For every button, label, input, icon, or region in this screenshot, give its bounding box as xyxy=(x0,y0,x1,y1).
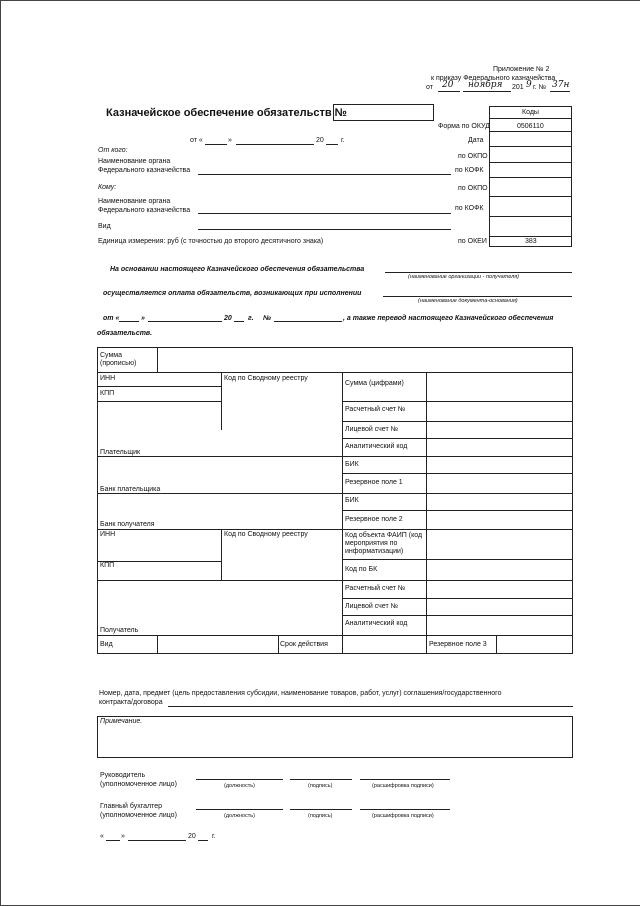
codes-header: Коды xyxy=(522,109,539,116)
recipient-label: Получатель xyxy=(100,627,139,634)
chief-signature: (подпись) xyxy=(308,813,333,819)
okei-value: 383 xyxy=(525,238,537,245)
main-table xyxy=(97,347,573,654)
kind-line[interactable] xyxy=(198,229,451,230)
footer-date-open: « xyxy=(100,833,104,840)
footer-date-g: г. xyxy=(212,833,216,840)
bik2-label: БИК xyxy=(345,497,359,504)
to-whom-label: Кому: xyxy=(98,184,117,191)
order-year-suffix: 9 xyxy=(526,80,532,90)
reserve1-label: Резервное поле 1 xyxy=(345,479,403,486)
org1-line[interactable] xyxy=(198,174,451,175)
head-position-line[interactable] xyxy=(196,779,283,780)
date-year: 20 xyxy=(316,137,324,144)
okei-label: по ОКЕИ xyxy=(458,238,487,245)
personal-account2-label: Лицевой счет № xyxy=(345,603,399,610)
analytic-code2-label: Аналитический код xyxy=(345,620,408,627)
bk-code-label: Код по БК xyxy=(345,566,378,573)
account2-label: Расчетный счет № xyxy=(345,585,406,592)
basis-tail: , а также перевод настоящего Казначейского обеспечения xyxy=(343,315,554,322)
order-day-line xyxy=(438,91,460,92)
org2-line[interactable] xyxy=(198,213,451,214)
head-signature-line[interactable] xyxy=(290,779,352,780)
order-number: 37н xyxy=(552,80,570,90)
org1-label-b: Федерального казначейства xyxy=(98,167,191,174)
order-year-prefix: 201 xyxy=(512,84,524,91)
okud-value: 0506110 xyxy=(517,123,544,130)
order-day: 20 xyxy=(442,80,454,90)
personal-account-label: Лицевой счет № xyxy=(345,426,399,433)
reserve3-label: Резервное поле 3 xyxy=(429,641,487,648)
recipient-bank-label: Банк получателя xyxy=(100,521,155,528)
chief-decode-line[interactable] xyxy=(360,809,450,810)
order-number-line xyxy=(550,91,570,92)
chief-decode: (расшифровка подписи) xyxy=(372,813,434,819)
basis-note1: (наименование организации - получателя) xyxy=(408,274,519,280)
kind2-label: Вид xyxy=(100,641,113,648)
svod-reestr-label: Код по Сводному реестру xyxy=(224,375,308,382)
appendix-label: Приложение № 2 xyxy=(493,66,550,73)
sum-words-label: Сумма (прописью) xyxy=(100,352,137,367)
chief-position-line[interactable] xyxy=(196,809,283,810)
date-close: » xyxy=(228,137,232,144)
svod-reestr2-label: Код по Сводному реестру xyxy=(224,531,308,538)
basis-recipient-line[interactable] xyxy=(385,272,572,273)
basis-year-g: г. xyxy=(248,315,254,322)
basis-line2: осуществляется оплата обязательств, возникающих при исполнении xyxy=(103,290,362,297)
form-number-box[interactable] xyxy=(333,104,434,121)
contract-text-1: Номер, дата, предмет (цель предоставления субсидии, наименование товаров, работ, услуг) соглашения/государственного xyxy=(99,690,502,697)
analytic-code-label: Аналитический код xyxy=(345,443,408,450)
from-whom-label: От кого: xyxy=(98,147,128,154)
order-month-line xyxy=(463,91,511,92)
okud-label: Форма по ОКУД xyxy=(438,123,490,130)
order-year-label: г. № xyxy=(533,84,547,91)
basis-close: » xyxy=(141,315,145,322)
validity-label: Срок действия xyxy=(280,641,328,648)
inn-label: ИНН xyxy=(100,375,116,382)
payer-bank-label: Банк плательщика xyxy=(100,486,161,493)
okpo2-label: по ОКПО xyxy=(458,185,488,192)
basis-note2: (наименование документа-основания) xyxy=(418,298,518,304)
org2-label-a: Наименование органа xyxy=(98,198,171,205)
footer-date-close: » xyxy=(121,833,125,840)
chief-position: (должность) xyxy=(224,813,255,819)
order-month: ноября xyxy=(468,80,503,90)
unit-label: Единица измерения: руб (с точностью до второго десятичного знака) xyxy=(98,238,324,245)
note-box[interactable] xyxy=(97,716,573,758)
basis-doc-line[interactable] xyxy=(383,296,572,297)
contract-line[interactable] xyxy=(168,706,573,707)
kofk1-label: по КОФК xyxy=(455,167,484,174)
date-from: от « xyxy=(190,137,203,144)
chief-signature-line[interactable] xyxy=(290,809,352,810)
okpo1-label: по ОКПО xyxy=(458,153,488,160)
note-label: Примечание. xyxy=(100,718,143,725)
order-from: от xyxy=(426,84,433,91)
head-signature: (подпись) xyxy=(308,783,333,789)
head-position: (должность) xyxy=(224,783,255,789)
kpp-label: КПП xyxy=(100,390,115,397)
chief-acc-label-2: (уполномоченное лицо) xyxy=(100,812,177,819)
faip-label: Код объекта ФАИП (код мероприятия по информатизации) xyxy=(345,532,423,555)
basis-from: от « xyxy=(103,315,120,322)
inn2-label: ИНН xyxy=(100,531,116,538)
date-code-label: Дата xyxy=(468,137,484,144)
kpp2-label: КПП xyxy=(100,562,115,569)
date-year-suffix: г. xyxy=(341,137,345,144)
head-label-1: Руководитель xyxy=(100,772,146,779)
basis-line1: На основании настоящего Казначейского обеспечения обязательства xyxy=(110,266,365,273)
order-text: к приказу Федерального казначейства xyxy=(431,75,556,82)
kind-label: Вид xyxy=(98,223,111,230)
head-decode-line[interactable] xyxy=(360,779,450,780)
chief-acc-label-1: Главный бухгалтер xyxy=(100,803,162,810)
payer-label: Плательщик xyxy=(100,449,141,456)
basis-year: 20 xyxy=(224,315,232,322)
org1-label-a: Наименование органа xyxy=(98,158,171,165)
head-label-2: (уполномоченное лицо) xyxy=(100,781,177,788)
head-decode: (расшифровка подписи) xyxy=(372,783,434,789)
sum-digits-label: Сумма (цифрами) xyxy=(345,380,404,387)
reserve2-label: Резервное поле 2 xyxy=(345,516,403,523)
footer-date-year: 20 xyxy=(188,833,196,840)
contract-text-2: контракта/договора xyxy=(99,699,163,706)
form-title: Казначейское обеспечение обязательств № xyxy=(106,107,347,119)
basis-number: № xyxy=(263,315,272,322)
account-label: Расчетный счет № xyxy=(345,406,406,413)
bik-label: БИК xyxy=(345,461,359,468)
org2-label-b: Федерального казначейства xyxy=(98,207,191,214)
basis-tail2: обязательств. xyxy=(97,330,153,337)
kofk2-label: по КОФК xyxy=(455,205,484,212)
